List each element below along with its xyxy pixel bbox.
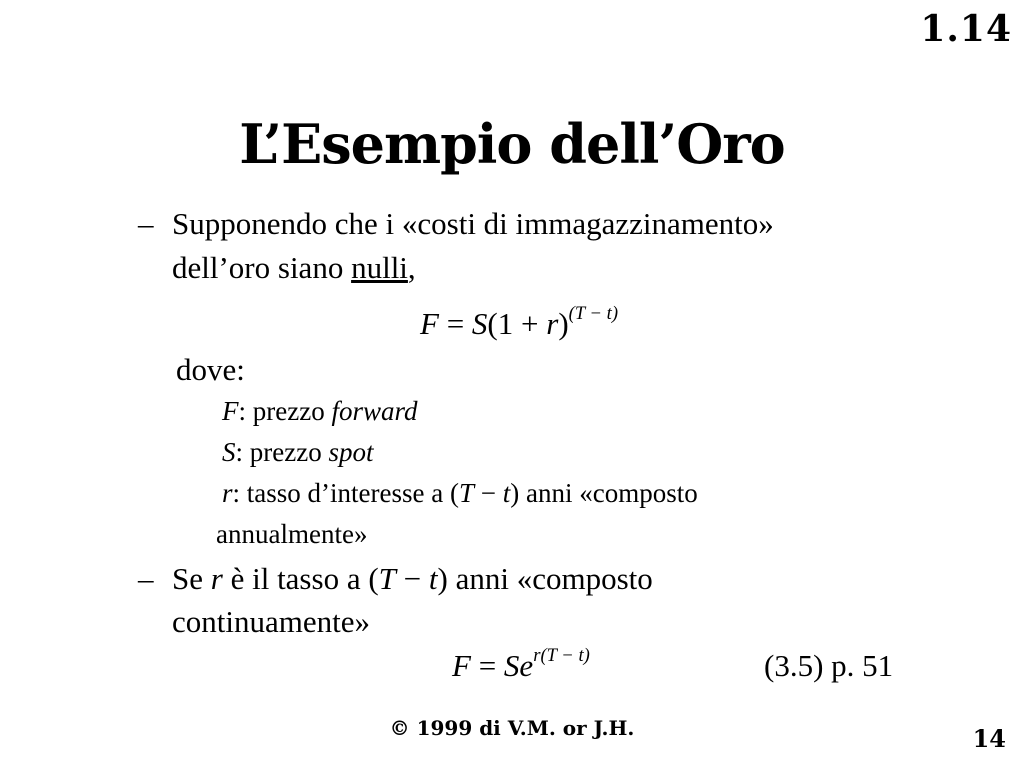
bullet1-line2-suffix: , — [407, 250, 416, 285]
formula-continuous — [452, 645, 590, 684]
definition-S-symbol: S — [222, 437, 236, 467]
formula1-eq: = — [438, 306, 472, 341]
definition-r-dash: − — [473, 478, 503, 508]
definition-r-t: t — [502, 478, 511, 508]
formula2-exponent — [533, 645, 590, 666]
formula2-Se: Se — [503, 648, 534, 683]
definition-F-text: : prezzo — [238, 396, 332, 426]
bullet2-t: t — [428, 561, 438, 596]
formula2-exp-r: r — [533, 645, 541, 667]
formula2-exp-rest: (T − t) — [540, 645, 590, 667]
bullet1-line1: Supponendo che i «costi di immagazzinamento» — [172, 206, 774, 241]
definition-S-text: : prezzo — [235, 437, 329, 467]
definition-F — [222, 396, 417, 427]
definition-r-line2: annualmente» — [216, 519, 368, 549]
equation-reference: (3.5) p. 51 — [764, 648, 894, 683]
definition-F-symbol: F — [222, 396, 239, 426]
bullet-dash-1: – — [138, 206, 154, 241]
bullet1-line2 — [172, 250, 416, 286]
slide-title: L’Esempio dell’Oro — [239, 112, 785, 176]
definition-r-text: : tasso d’interesse a ( — [232, 478, 459, 508]
bullet2-r: r — [210, 561, 223, 596]
formula2-eq: = — [470, 648, 504, 683]
bullet1-line2-prefix: dell’oro siano — [172, 250, 352, 285]
bullet-dash-2: – — [138, 561, 154, 596]
formula-forward-price — [420, 303, 619, 342]
bullet2-line2: continuamente» — [172, 604, 370, 639]
bullet2-mid: è il tasso a ( — [222, 561, 379, 596]
bullet2-dash: − — [395, 561, 429, 596]
bullet1-underlined-word: nulli — [351, 250, 408, 285]
footer-copyright: © 1999 di V.M. or J.H. — [389, 716, 635, 740]
definition-r-end: ) anni «composto — [510, 478, 698, 508]
where-label: dove: — [176, 352, 245, 387]
definition-r-T: T — [458, 478, 474, 508]
bullet2-prefix: Se — [172, 561, 211, 596]
formula1-mid: (1 + — [487, 306, 547, 341]
formula1-r: r — [546, 306, 559, 341]
bullet2-T: T — [378, 561, 396, 596]
formula1-close: ) — [558, 306, 569, 341]
formula1-exponent: (T − t) — [568, 303, 619, 325]
definition-S-italic: spot — [328, 437, 374, 467]
formula1-S: S — [471, 306, 488, 341]
definition-r — [222, 478, 698, 509]
slide-number: 1.14 — [920, 8, 1012, 50]
page-number: 14 — [972, 724, 1006, 753]
definition-r-symbol: r — [222, 478, 233, 508]
bullet2-line1 — [172, 561, 653, 597]
formula2-F: F — [452, 648, 471, 683]
formula1-F: F — [420, 306, 439, 341]
definition-F-italic: forward — [331, 396, 418, 426]
definition-S — [222, 437, 373, 468]
bullet2-end: ) anni «composto — [437, 561, 653, 596]
